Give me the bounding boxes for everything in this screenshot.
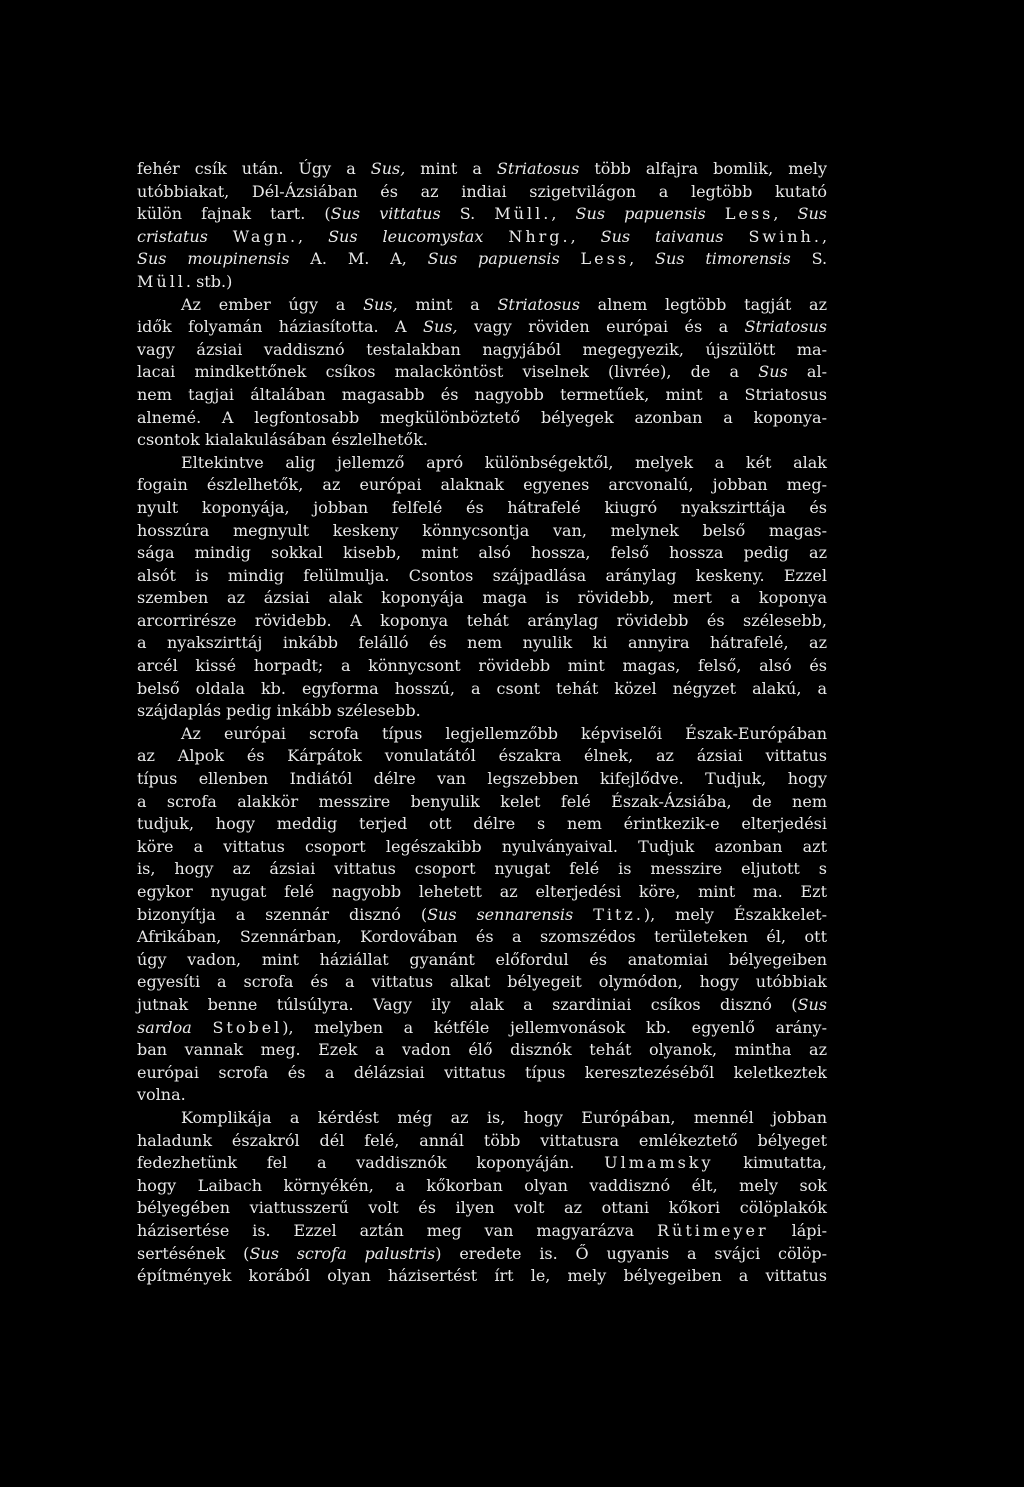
text-line xyxy=(137,203,827,226)
text-line xyxy=(137,768,827,791)
text-segment: fedezhetünk fel a vaddisznók koponyáján. xyxy=(137,1153,605,1173)
text-line xyxy=(137,971,827,994)
text-line xyxy=(137,1197,827,1220)
text-segment xyxy=(208,227,233,246)
text-line xyxy=(137,181,827,204)
text-segment: alsót is mindig felülmulja. Csontos szájpadlása aránylag keskeny. Ezzel xyxy=(137,565,827,585)
text-segment: bizonyítja a szennár disznó ( xyxy=(137,904,428,924)
text-segment: ban vannak meg. Ezek a vadon élő disznók tehát olyanok, mintha az xyxy=(137,1040,827,1060)
text-segment: vagy ázsiai vaddisznó testalakban nagyjából megegyezik, újszülött ma- xyxy=(137,339,827,359)
text-segment: is, hogy az ázsiai vittatus csoport nyugat felé is messzire eljutott s xyxy=(137,859,827,879)
text-segment: alnemé. A legfontosabb megkülönböztető bélyegek azonban a koponya- xyxy=(137,407,827,427)
text-segment: lacai mindkettőnek csíkos malacköntöst viselnek (livrée), de a xyxy=(137,362,759,382)
text-segment: Afrikában, Szennárban, Kordovában és a szomszédos területeken él, ott xyxy=(137,927,827,947)
text-line xyxy=(137,542,827,565)
text-line xyxy=(137,1243,827,1266)
text-line xyxy=(137,1220,827,1243)
text-line xyxy=(137,1265,827,1288)
text-line xyxy=(137,452,827,475)
text-line xyxy=(137,497,827,520)
text-line xyxy=(137,587,827,610)
spaced-name: Wagn. xyxy=(232,226,299,246)
text-segment: . stb.) xyxy=(185,271,233,291)
text-segment: egyesíti a scrofa és a vittatus alkat bélyegeit olymódon, hogy utóbbiak xyxy=(137,972,827,992)
spaced-name: Müll. xyxy=(494,204,552,224)
text-line xyxy=(137,678,827,701)
spaced-name: Titz. xyxy=(593,904,644,924)
italic-text: Striatosus xyxy=(496,159,580,178)
text-segment: hosszúra megnyult keskeny könnycsontja van, melynek belső magas- xyxy=(137,520,827,540)
text-segment: ), melyben a kétféle jellemvonások kb. egyenlő arány- xyxy=(282,1017,827,1037)
italic-text: Sus papuensis xyxy=(427,249,560,269)
spaced-name: Less xyxy=(580,249,630,269)
text-line xyxy=(137,384,827,407)
italic-text: Sus xyxy=(797,204,828,224)
italic-text: Sus sennarensis xyxy=(427,904,574,924)
text-line xyxy=(137,248,827,271)
text-segment: csontok kialakulásában észlelhetők. xyxy=(137,430,428,450)
text-segment: A. M. A, xyxy=(289,249,428,269)
text-line xyxy=(137,610,827,633)
text-segment: utóbbiakat, Dél-Ázsiában és az indiai szigetvilágon a legtöbb kutató xyxy=(137,181,827,201)
text-line xyxy=(137,1175,827,1198)
text-line xyxy=(137,1130,827,1153)
text-segment: típus ellenben Indiától délre van legszebben kifejlődve. Tudjuk, hogy xyxy=(137,769,827,789)
italic-text: Striatosus xyxy=(744,317,828,337)
text-segment: arcorrirésze rövidebb. A koponya tehát aránylag rövidebb és szélesebb, xyxy=(137,610,827,630)
text-line xyxy=(137,316,827,339)
text-segment: nem tagjai általában magasabb és nagyobb termetűek, mint a Striatosus xyxy=(137,384,827,404)
text-segment: , xyxy=(298,226,329,246)
text-line xyxy=(137,926,827,949)
text-line xyxy=(137,791,827,814)
text-segment: , xyxy=(629,249,656,269)
text-segment: alnem legtöbb tagját az xyxy=(579,294,827,314)
text-segment: szemben az ázsiai alak koponyája maga is rövidebb, mert a koponya xyxy=(137,588,827,608)
spaced-name: Ulmamsky xyxy=(604,1153,714,1173)
text-line xyxy=(137,700,827,723)
text-segment: lápi- xyxy=(768,1220,828,1240)
text-line xyxy=(137,1152,827,1175)
text-line xyxy=(137,813,827,836)
text-segment: vagy röviden európai és a xyxy=(457,317,745,337)
italic-text: Sus papuensis xyxy=(575,204,706,224)
text-segment: kimutatta, xyxy=(713,1153,828,1173)
text-segment: bélyegében viattusszerű volt és ilyen volt az ottani kőkori cölöplakók xyxy=(137,1198,827,1218)
text-segment xyxy=(192,1018,213,1037)
text-segment: úgy vadon, mint háziállat gyanánt előfordul és anatomiai bélyegeiben xyxy=(137,949,827,969)
italic-text: Sus vittatus xyxy=(330,204,441,224)
text-segment: Eltekintve alig jellemző apró különbségektől, melyek a két alak xyxy=(181,452,827,472)
text-segment: a scrofa alakkör messzire benyulik kelet felé Észak-Ázsiába, de nem xyxy=(137,791,827,811)
text-segment: Az európai scrofa típus legjellemzőbb képviselői Észak-Európában xyxy=(181,723,827,743)
text-segment: haladunk északról dél felé, annál több vittatusra emlékeztető bélyeget xyxy=(137,1130,827,1150)
text-segment: az Alpok és Kárpátok vonulatától északra élnek, az ázsiai vittatus xyxy=(137,746,827,766)
text-segment xyxy=(560,249,581,268)
text-segment: arcél kissé horpadt; a könnycsont rövidebb mint magas, felső, alsó és xyxy=(137,656,827,676)
text-segment: sertésének ( xyxy=(137,1243,250,1263)
text-segment: sága mindig sokkal kisebb, mint alsó hossza, felső hossza pedig az xyxy=(137,543,827,563)
text-line xyxy=(137,745,827,768)
text-segment: jutnak benne túlsúlyra. Vagy ily alak a szardiniai csíkos disznó ( xyxy=(137,994,798,1014)
document-page xyxy=(137,158,827,1288)
italic-text: Sus xyxy=(758,362,788,382)
text-segment: építmények korából olyan házisertést írt le, mely bélyegeiben a vittatus xyxy=(137,1266,827,1286)
italic-text: Striatosus xyxy=(497,294,580,314)
text-line xyxy=(137,474,827,497)
text-segment: mint a xyxy=(397,294,498,314)
italic-text: Sus leucomystax xyxy=(328,226,484,246)
spaced-name: Swinh. xyxy=(748,226,822,246)
italic-text: Sus xyxy=(797,994,827,1014)
text-segment xyxy=(483,227,508,246)
text-line xyxy=(137,994,827,1017)
text-segment: európai scrofa és a délázsiai vittatus típus keresztezéséből keletkeztek xyxy=(137,1062,827,1082)
spaced-name: Nhrg. xyxy=(508,226,571,246)
spaced-name: Less xyxy=(724,204,774,224)
italic-text: sardoa xyxy=(137,1017,192,1037)
text-line xyxy=(137,1017,827,1040)
text-segment: egykor nyugat felé nagyobb lehetett az elterjedési köre, mint ma. Ezt xyxy=(137,882,827,901)
text-line xyxy=(137,271,827,294)
text-line xyxy=(137,904,827,927)
text-segment xyxy=(724,227,749,246)
text-segment: , xyxy=(773,204,798,224)
text-line xyxy=(137,294,827,317)
italic-text: Sus timorensis xyxy=(655,249,791,269)
text-line xyxy=(137,407,827,430)
spaced-name: Stobel xyxy=(212,1017,283,1037)
text-line xyxy=(137,339,827,362)
text-segment: idők folyamán háziasította. A xyxy=(137,317,423,337)
text-line xyxy=(137,226,827,249)
text-segment: külön fajnak tart. ( xyxy=(137,204,331,224)
text-segment: a nyakszirttáj inkább felálló és nem nyulik ki annyira hátrafelé, az xyxy=(137,633,827,653)
italic-text: Sus, xyxy=(363,294,398,314)
text-segment: ), mely Északkelet- xyxy=(643,904,828,924)
text-segment: házisertése is. Ezzel aztán meg van magyarázva xyxy=(137,1220,657,1240)
text-line xyxy=(137,429,827,452)
text-segment: nyult koponyája, jobban felfelé és hátrafelé kiugró nyakszirttája és xyxy=(137,497,827,517)
text-segment: tudjuk, hogy meddig terjed ott délre s nem érintkezik-e elterjedési xyxy=(137,814,827,834)
text-segment: ) eredete is. Ő ugyanis a svájci cölöp- xyxy=(435,1243,828,1263)
text-line xyxy=(137,1062,827,1085)
text-line xyxy=(137,565,827,588)
text-segment: Az ember úgy a xyxy=(181,294,364,314)
italic-text: Sus, xyxy=(370,159,406,178)
text-line xyxy=(137,1039,827,1062)
text-segment: belső oldala kb. egyforma hosszú, a csont tehát közel négyzet alakú, a xyxy=(137,678,827,698)
text-segment: Komplikája a kérdést még az is, hogy Európában, mennél jobban xyxy=(181,1107,827,1127)
text-line xyxy=(137,1107,827,1130)
text-line xyxy=(137,949,827,972)
text-segment: köre a vittatus csoport legészakibb nyulványaival. Tudjuk azonban azt xyxy=(137,836,827,856)
text-segment: al- xyxy=(787,362,827,382)
text-segment xyxy=(706,204,725,223)
italic-text: cristatus xyxy=(137,226,208,246)
spaced-name: Rütimeyer xyxy=(656,1220,769,1240)
italic-text: Sus scrofa palustris xyxy=(249,1243,436,1263)
italic-text: Sus taivanus xyxy=(600,226,724,246)
text-segment: , xyxy=(570,226,601,246)
text-segment: mint a xyxy=(405,159,497,178)
text-line xyxy=(137,632,827,655)
text-segment: fehér csík után. Úgy a xyxy=(137,159,371,178)
text-segment: fogain észlelhetők, az európai alaknak egyenes arcvonalú, jobban meg- xyxy=(137,475,827,495)
text-line xyxy=(137,158,827,181)
text-segment: S. xyxy=(440,204,495,224)
text-line xyxy=(137,520,827,543)
text-segment: szájdaplás pedig inkább szélesebb. xyxy=(137,701,421,721)
text-segment: több alfajra bomlik, mely xyxy=(579,159,827,178)
text-line xyxy=(137,881,827,904)
italic-text: Sus moupinensis xyxy=(137,249,290,269)
spaced-name: Müll xyxy=(137,271,186,291)
text-line xyxy=(137,1084,827,1107)
italic-text: Sus, xyxy=(422,317,458,337)
text-segment: , xyxy=(551,204,576,224)
text-segment: , xyxy=(821,226,828,246)
text-line xyxy=(137,655,827,678)
text-segment xyxy=(573,905,593,924)
text-line xyxy=(137,858,827,881)
text-line xyxy=(137,361,827,384)
text-segment: hogy Laibach környékén, a kőkorban olyan vaddisznó élt, mely sok xyxy=(137,1175,827,1195)
text-segment: volna. xyxy=(137,1085,186,1105)
text-line xyxy=(137,836,827,859)
text-segment: S. xyxy=(790,249,828,269)
text-line xyxy=(137,723,827,746)
